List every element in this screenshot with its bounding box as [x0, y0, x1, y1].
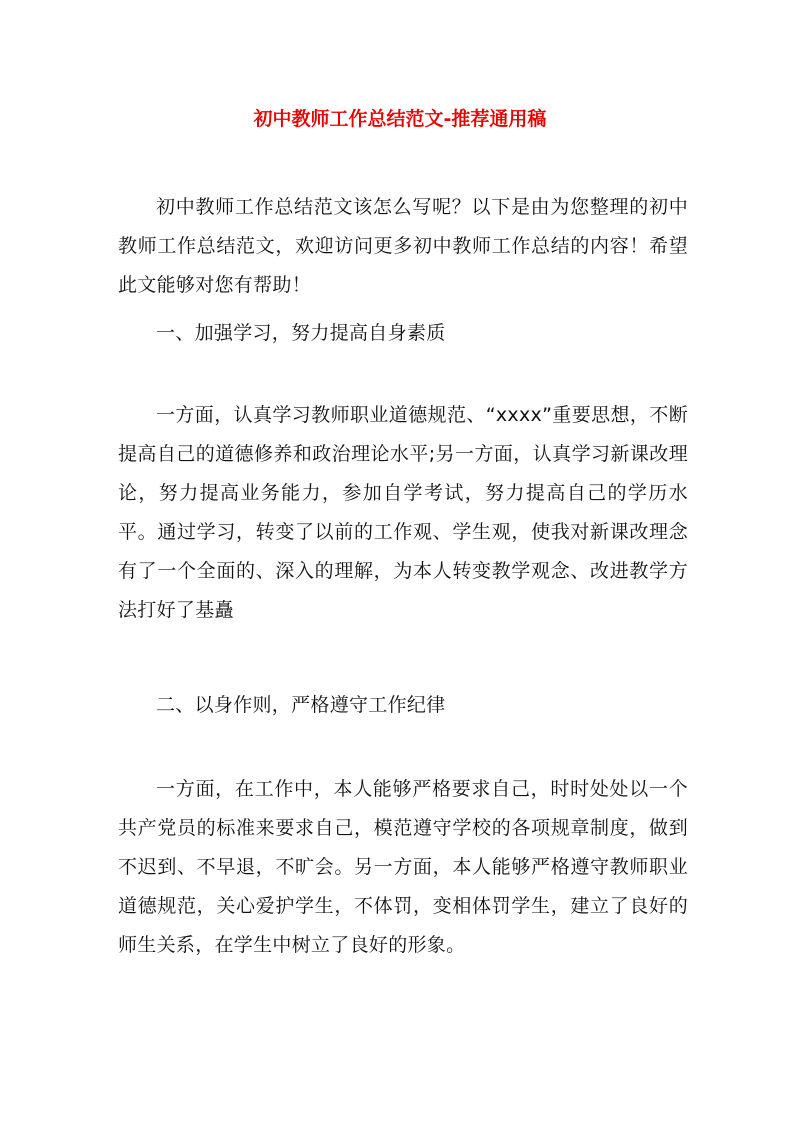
- section-1-paragraph: 一方面，认真学习教师职业道德规范、“xxxx”重要思想，不断提高自己的道德修养和政治理论水平;另一方面，认真学习新课改理论，努力提高业务能力，参加自学考试，努力提高自己的学历水平。通过学习，转变了以前的工作观、学生观，使我对新课改理念有了一个全面的、深入的理解，为本人转变教学观念、改进教学方法打好了基矗: [118, 404, 688, 621]
- document-title: 初中教师工作总结范文-推荐通用稿: [253, 108, 547, 130]
- intro-paragraph: 初中教师工作总结范文该怎么写呢？以下是由为您整理的初中教师工作总结范文，欢迎访问更多初中教师工作总结的内容！希望此文能够对您有帮助！: [118, 196, 688, 296]
- section-2-heading: 二、以身作则，严格遵守工作纪律: [156, 694, 446, 716]
- section-1-heading: 一、加强学习，努力提高自身素质: [156, 322, 446, 344]
- section-2-paragraph: 一方面，在工作中，本人能够严格要求自己，时时处处以一个共产党员的标准来要求自己，模范遵守学校的各项规章制度，做到不迟到、不早退，不旷会。另一方面，本人能够严格遵守教师职业道德规范，关心爱护学生，不体罚，变相体罚学生，建立了良好的师生关系，在学生中树立了良好的形象。: [118, 778, 688, 956]
